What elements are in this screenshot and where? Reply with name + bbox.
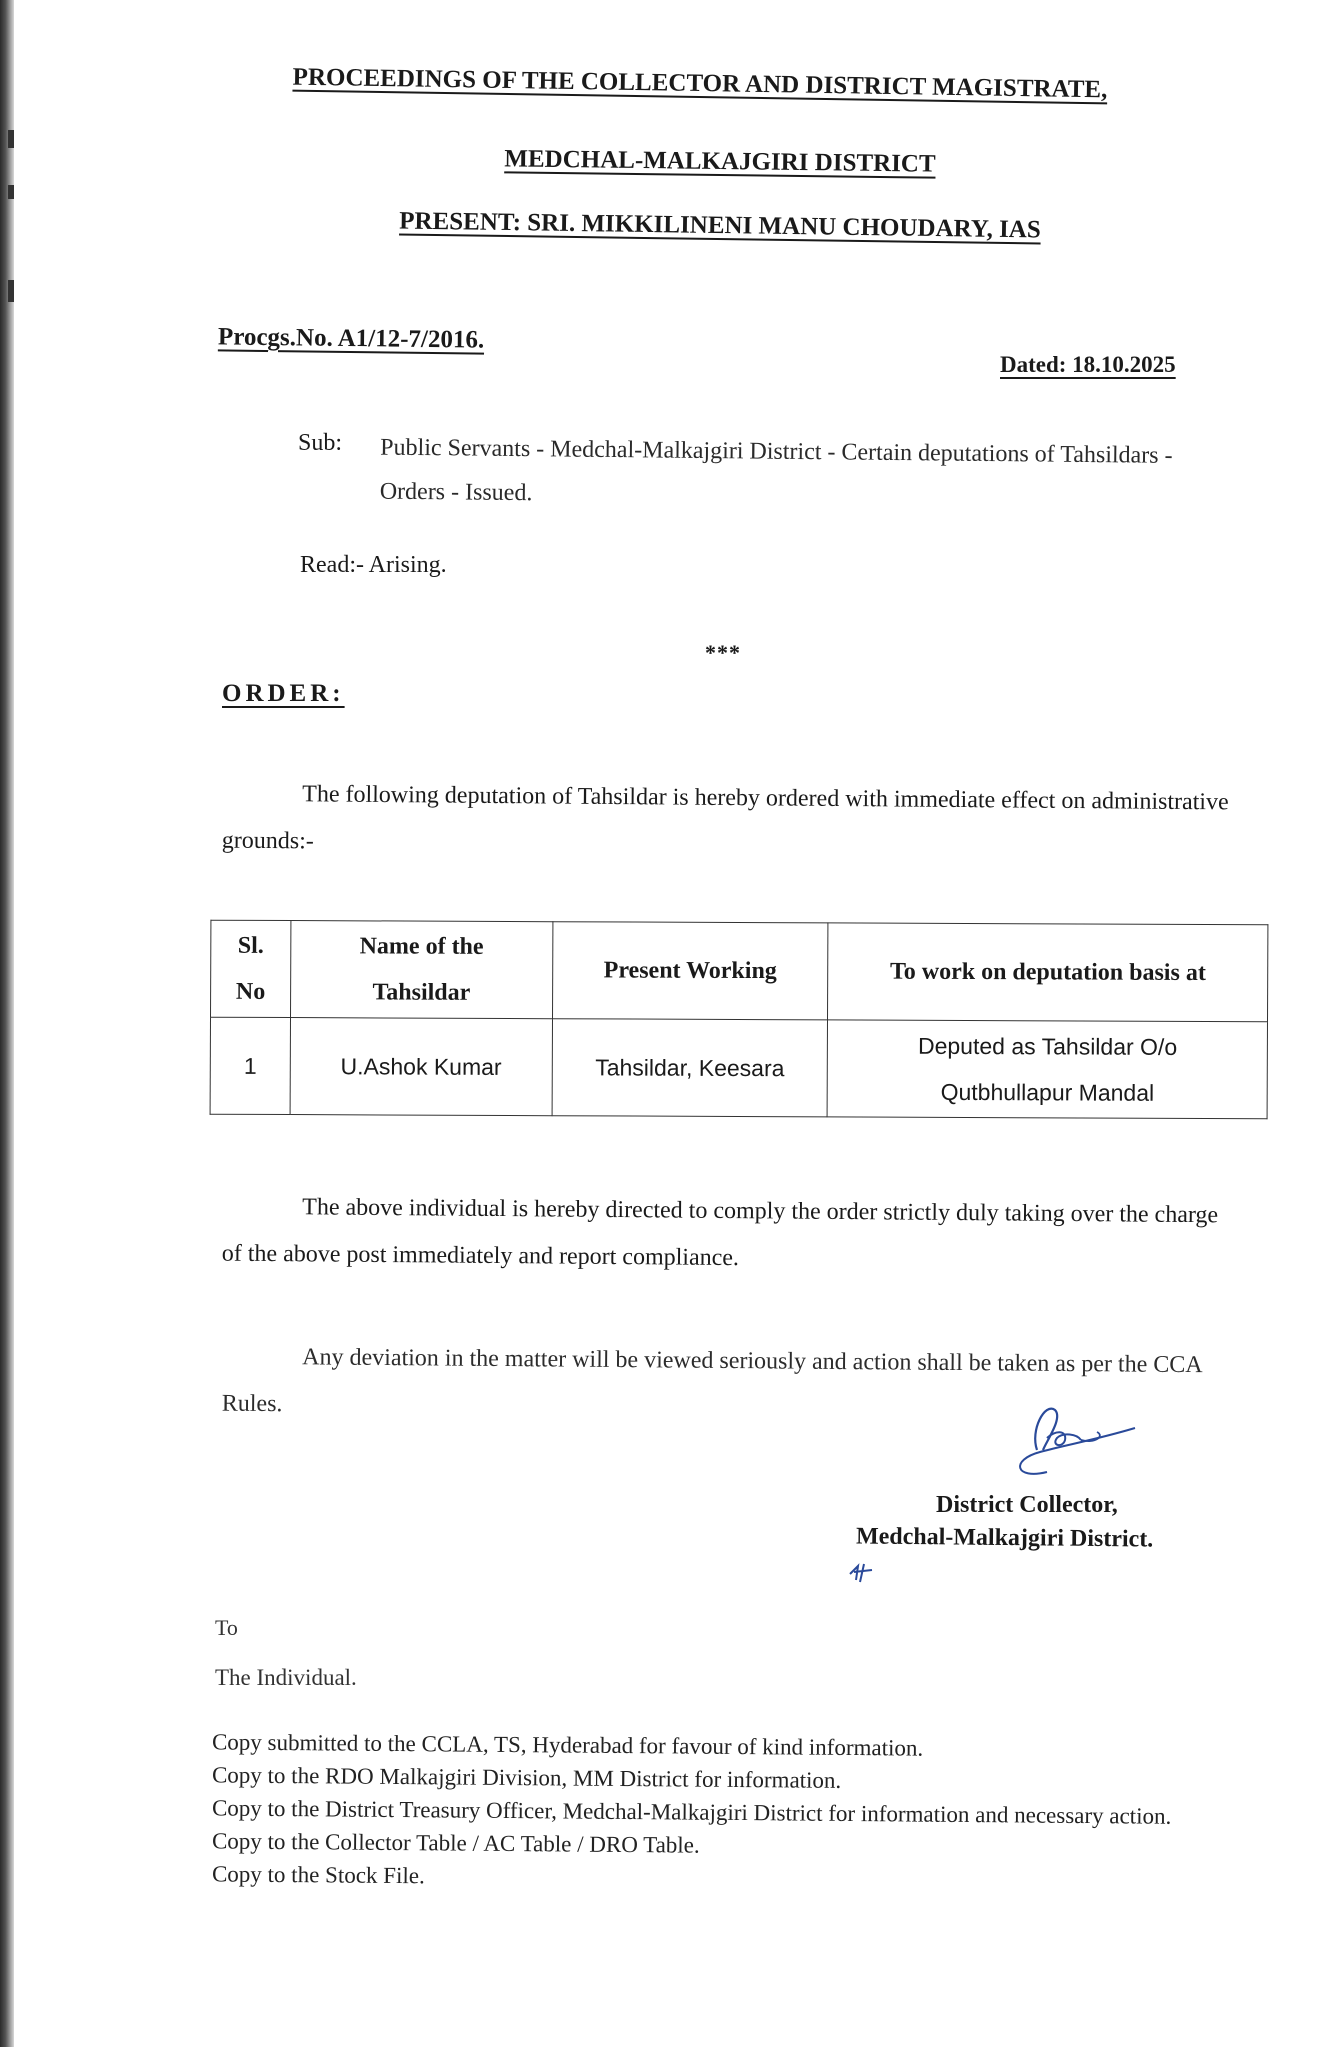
separator: *** (705, 640, 741, 665)
present-officer: PRESENT: SRI. MIKKILINENI MANU CHOUDARY, IAS (399, 207, 1041, 244)
list-item: Copy to the RDO Malkajgiri Division, MM District for information. (211, 1762, 842, 1793)
table-row (210, 1017, 1267, 1119)
list-item: Copy to the Stock File. (211, 1861, 425, 1889)
cell-deputation: Deputed as Tahsildar O/o Qutbhullapur Mandal (827, 1020, 1267, 1119)
district-title: MEDCHAL-MALKAJGIRI DISTRICT (504, 145, 936, 178)
header-present-working: Present Working (552, 922, 828, 1020)
scan-edge-shadow (0, 0, 14, 2047)
signatory-district: Medchal-Malkajgiri District. (855, 1523, 1154, 1553)
scan-edge-mark (8, 280, 14, 302)
signatory-title: District Collector, (936, 1492, 1118, 1518)
proceedings-number: Procgs.No. A1/12-7/2016. (217, 323, 485, 354)
order-paragraph-2: The above individual is hereby directed to comply the order strictly duly taking over the charge of the above post immediately and report compliance. (221, 1194, 1219, 1272)
header-deputation: To work on deputation basis at (828, 923, 1268, 1022)
order-heading: ORDER: (222, 680, 345, 707)
scan-edge-mark (8, 130, 14, 148)
list-item: Copy to the Collector Table / AC Table / DRO Table. (211, 1828, 700, 1858)
copy-list (212, 1730, 1262, 1895)
list-item: Copy to the District Treasury Officer, Medchal-Malkajgiri District for information and necessary action. (211, 1795, 1172, 1829)
order-paragraph-1: The following deputation of Tahsildar is hereby ordered with immediate effect on administrative grounds:- (221, 781, 1229, 855)
collector-signature-icon (985, 1400, 1155, 1490)
deputation-table (210, 920, 1269, 1120)
order-date: Dated: 18.10.2025 (1000, 352, 1176, 377)
scan-edge-mark (8, 185, 14, 199)
list-item: Copy submitted to the CCLA, TS, Hyderabad for favour of kind information. (211, 1729, 924, 1761)
cell-present: Tahsildar, Keesara (552, 1019, 828, 1117)
cell-name: U.Ashok Kumar (290, 1018, 552, 1116)
header-sl-no: Sl. No (211, 920, 291, 1017)
header-name: Name of the Tahsildar (290, 921, 552, 1019)
subject-label: Sub: (298, 430, 343, 456)
recipient: The Individual. (215, 1665, 357, 1690)
cell-sl: 1 (210, 1017, 290, 1114)
proceedings-title: PROCEEDINGS OF THE COLLECTOR AND DISTRICT MAGISTRATE, (292, 63, 1108, 104)
read-reference: Read:- Arising. (300, 552, 447, 578)
subject-text: Public Servants - Medchal-Malkajgiri District - Certain deputations of Tahsildars - Orders - Issued. (379, 434, 1173, 507)
order-paragraph-3: Any deviation in the matter will be viewed seriously and action shall be taken as per the CCA Rules. (221, 1344, 1202, 1418)
initials-mark-icon (846, 1560, 878, 1584)
table-header-row (211, 920, 1268, 1022)
to-label: To (215, 1615, 238, 1640)
